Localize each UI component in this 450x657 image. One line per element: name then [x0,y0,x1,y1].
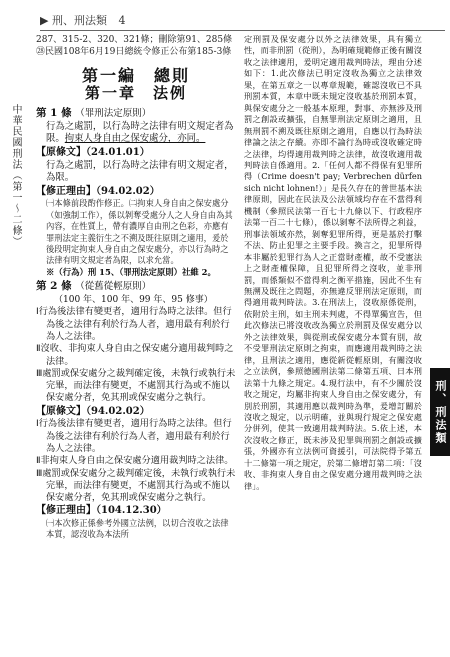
header-title [40,12,125,28]
article-2-reason-date: （104.12.30） [96,505,167,517]
article-1-reason-label: 【修正理由】 [36,185,96,197]
article-2-original-heading [36,406,236,419]
article-2-title [36,280,236,294]
amendment-note-1: 287、315-2、320、321條；刪除第91、285條 [36,35,233,45]
article-1-reason-heading [36,186,236,199]
article-2-original-label: 【原條文】 [36,405,86,417]
article-1-original-heading [36,147,236,160]
side-running-title: 中華民國刑法（第一～二條） [10,104,21,247]
article-1-original-label: 【原條文】 [36,146,86,158]
right-column [244,34,422,492]
article-2-original-item-3: Ⅲ處罰或保安處分之裁判確定後，未執行或執行未完畢，而法律有變更，不處罰其行為或不施以保安處分者，免其刑或保安處分之執行。 [36,467,236,504]
article-2-original-item-2: Ⅱ非拘束人身自由之保安處分適用裁判時之法律。 [36,455,234,467]
article-2-reason-body: ㈠本次修正係參考外國立法例，以切合沒收之法律本質，認沒收為本法所 [46,518,229,540]
article-1-body-1: 行為之處罰，以行為時之法律有明文規定者為限。 [46,120,234,145]
article-2-reason-heading [36,505,236,518]
thumb-tab: 刑、刑法類 [430,368,450,456]
header-title-text: ▶ 刑、刑法類 [40,14,107,27]
right-column-text: 定刑罰及保安處分以外之法律效果，具有獨立性，而非刑罰（從刑），為明確規範修正後有關沒收之法律適用，爰明定適用裁判時法，理由分述如下：1.此次修法已明定沒收為獨立之法律效果，在第五章之一以專章規範，確認沒收已不具刑罰本質，本章中既未規定沒收基於刑罰本質，與保安處分之一般基本原理，對事、亦無涉及刑罰之創設或擴張，自無罪刑法定原則之適用，且無刑罰不溯及既往原則之適用，自應以行為時法律論之法之存續。亦即不論行為時或沒收確定時之法律，均得適用裁判時之法律，故沒收適用裁判時法自係適用。2.「任何人都不得保有犯罪所得（Crime doesn't pay; Verbrechen dürfen sich nicht lohnen!）」是長久存在的普世基本法律原則，因此在民法及公法領域均存在不當得利機制（參照民法第一百七十九條以下、行政程序法第一百二十七條），係以剝奪不法所得之利益，刑事法領域亦然，剝奪犯罪所得，更是基於打擊不法、防止犯罪之主要手段。換言之，犯罪所得本非屬於犯罪行為人之正當財產權，故不受憲法上之財產權保障，且犯罪所得之沒收，並非刑罰，而係類似不當得利之衡平措施，因此不生有無溯及既往之問題，亦無違反罪刑法定原則，而得適用裁判時法。3.在刑法上，沒收原係從刑，依附於主刑，如主刑未判處，不得單獨宣告，但此次修法已將沒收改為獨立於刑罰及保安處分以外之法律效果，與從刑或保安處分本質有別，故不受罪刑法定原則之拘束，而應適用裁判時之法律，且刑法之適用，應從新從輕原則，有關沒收之立法例，參照德國刑法第二條第五項、日本刑法第十九條之規定。4.現行法中，有不少關於沒收之規定，均屬非拘束人身自由之保安處分，有別於刑罰，其適用應以裁判時為準，爰增訂關於沒收之規定，以示明確，並與現行規定之保安處分併列，使其一致適用裁判時法。5.依上述，本次沒收之修正，既未涉及犯罪與刑罰之創設或擴張，外國亦有立法例可資援引，可法院得予第五十二條第一項之規定，於第二條增訂第二項：「沒收、非拘束人身自由之保安處分適用裁判時之法律」。 [244,34,422,491]
left-column [36,34,236,541]
article-1-original-body: 行為之處罰，以行為時之法律有明文規定者，為限。 [46,159,234,184]
article-1-title [36,107,236,121]
article-1-reference: ※（行為）刑 15、（罪刑法定原則）社維 2。 [46,266,216,277]
article-2-reason-label: 【修正理由】 [36,505,96,517]
article-1-number: 第 1 條 [36,107,72,120]
chapter-title: 第一章 法例 [84,83,187,102]
part-title: 第一編 總則 [81,66,190,85]
amendment-note-2: ㉘民國108年6月19日總統令修正公布第185-3條 [36,47,232,57]
article-2-item-3: Ⅲ處罰或保安處分之裁判確定後，未執行或執行未完畢，而法律有變更，不處罰其行為或不施以保安處分者，免其刑或保安處分之執行。 [36,367,236,404]
page-number: 4 [118,14,126,27]
article-2-number: 第 2 條 [36,280,72,293]
article-1-body [36,121,236,146]
article-1-reason-date: （94.02.02） [96,185,160,197]
page-header [40,10,400,30]
article-2-amendments: （100 年、100 年、99 年、95 修事） [54,294,213,305]
article-2-subtitle: （從舊從輕原則） [75,281,152,293]
article-1-original-date: （24.01.01） [86,146,150,158]
article-1-body-2: 拘束人身自由之保安處分，亦同。 [64,133,206,145]
article-2-item-2: Ⅱ沒收、非拘束人身自由之保安處分適用裁判時之法律。 [36,343,234,367]
article-1-reason-body: ㈠本條前段酌作修正。㈡拘束人身自由之保安處分（如強制工作），係以剝奪受處分人之人身自由為其內容，在性質上，帶有濃厚自由刑之色彩，亦應有罪刑法定主義衍生之不溯及既往原則之適用，爰於後段明定拘束人身自由之保安處分，亦以行為時之法律有明文規定者為限，以求允當。 [46,198,233,266]
header-rule [40,30,445,31]
article-2-original-date: （94.02.02） [86,405,150,417]
article-1-subtitle: （罪刑法定原則） [75,108,152,120]
article-2-item-1: Ⅰ行為後法律有變更者，適用行為時之法律。但行為後之法律有利於行為人者，適用最有利於行為人之法律。 [36,306,232,342]
article-2-original-item-1: Ⅰ行為後法律有變更者，適用行為時之法律。但行為後之法律有利於行為人者，適用最有利於行為人之法律。 [36,418,232,454]
